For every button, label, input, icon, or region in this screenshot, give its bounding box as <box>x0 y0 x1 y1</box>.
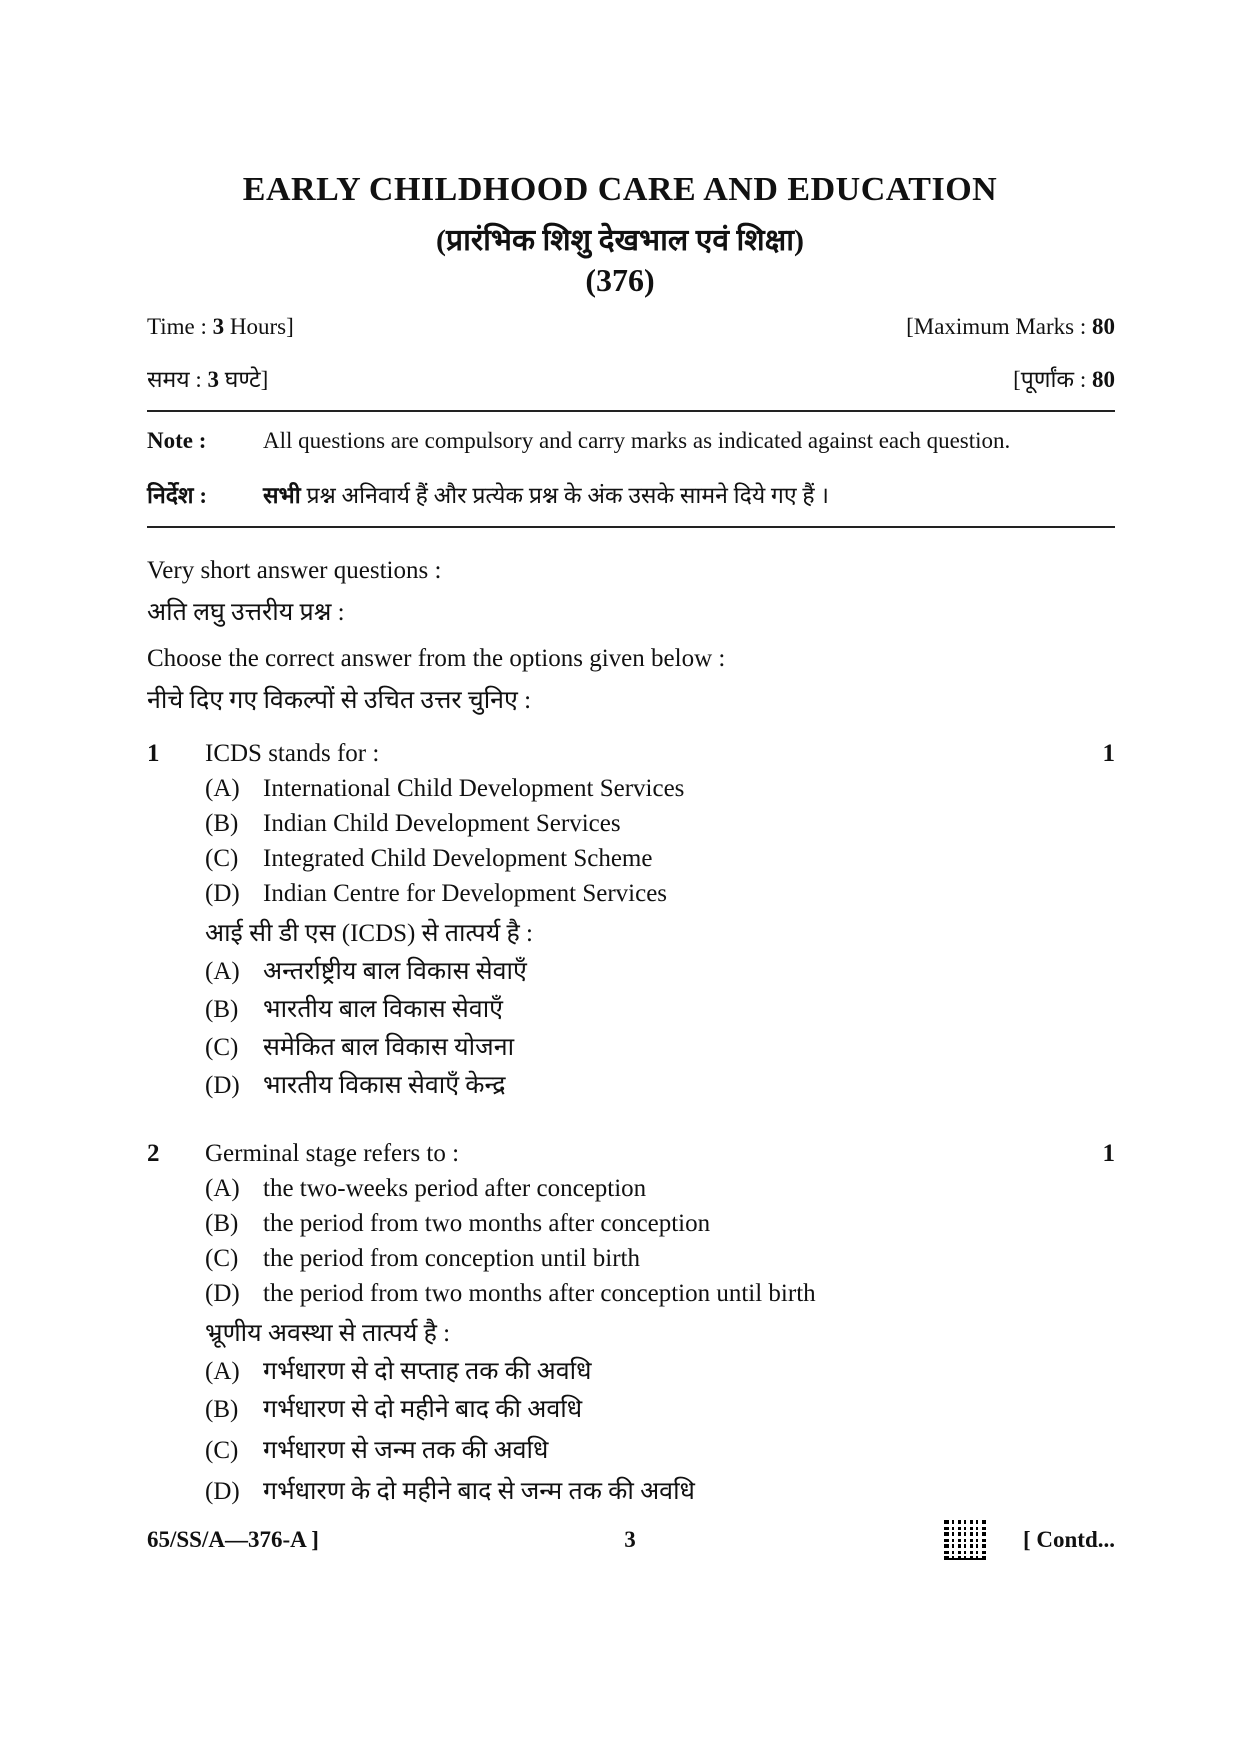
note-label-hi: निर्देश : <box>147 483 207 508</box>
option-en: (C) the period from conception until birth <box>205 1245 640 1272</box>
note-text-hi: सभी प्रश्न अनिवार्य हैं और प्रत्येक प्रश्न के अंक उसके सामने दिये गए हैं । <box>263 483 830 508</box>
question-text-hi: भ्रूणीय अवस्था से तात्पर्य है : <box>205 1320 451 1347</box>
paper-title: EARLY CHILDHOOD CARE AND EDUCATION <box>242 171 998 208</box>
time-hi: समय : 3 घण्टे] <box>147 367 269 392</box>
note-text-en: All questions are compulsory and carry marks as indicated against each question. <box>263 428 1011 453</box>
footer-paper-code: 65/SS/A—376-A ] <box>147 1527 319 1552</box>
question-marks: 1 <box>1102 1140 1115 1167</box>
option-en: (B) Indian Child Development Services <box>205 810 621 837</box>
max-marks-en: [Maximum Marks : 80 <box>906 314 1115 339</box>
option-hi: (B) भारतीय बाल विकास सेवाएँ <box>205 996 504 1023</box>
note-label-en: Note : <box>147 428 207 453</box>
bottom-divider <box>147 526 1115 528</box>
option-hi: (B) गर्भधारण से दो महीने बाद की अवधि <box>205 1396 583 1423</box>
instruction-en: Choose the correct answer from the options given below : <box>147 645 726 672</box>
option-hi: (A) अन्तर्राष्ट्रीय बाल विकास सेवाएँ <box>205 958 527 985</box>
question-number: 2 <box>147 1140 160 1167</box>
time-en: Time : 3 Hours] <box>147 314 294 339</box>
option-en: (A) the two-weeks period after conception <box>205 1175 647 1202</box>
continued-label: [ Contd... <box>1022 1527 1115 1552</box>
qr-code-icon <box>944 1518 986 1560</box>
paper-subtitle-hindi: (प्रारंभिक शिशु देखभाल एवं शिक्षा) <box>436 224 804 257</box>
option-en: (A) International Child Development Services <box>205 775 685 802</box>
option-hi: (D) गर्भधारण के दो महीने बाद से जन्म तक की अवधि <box>205 1478 695 1505</box>
max-marks-hi: [पूर्णांक : 80 <box>1013 367 1115 392</box>
option-en: (B) the period from two months after conception <box>205 1210 711 1237</box>
option-hi: (D) भारतीय विकास सेवाएँ केन्द्र <box>205 1072 506 1099</box>
option-en: (D) the period from two months after conception until birth <box>205 1280 816 1307</box>
question-text-en: ICDS stands for : <box>205 740 380 767</box>
top-divider <box>147 410 1115 412</box>
section-heading-hi: अति लघु उत्तरीय प्रश्न : <box>147 599 345 626</box>
paper-code: (376) <box>585 262 655 298</box>
question-number: 1 <box>147 740 160 767</box>
instruction-hi: नीचे दिए गए विकल्पों से उचित उत्तर चुनिए : <box>147 687 532 714</box>
option-hi: (A) गर्भधारण से दो सप्ताह तक की अवधि <box>205 1358 592 1385</box>
option-en: (C) Integrated Child Development Scheme <box>205 845 653 872</box>
question-marks: 1 <box>1102 740 1115 767</box>
question-text-en: Germinal stage refers to : <box>205 1140 460 1167</box>
option-hi: (C) गर्भधारण से जन्म तक की अवधि <box>205 1437 549 1464</box>
page-number: 3 <box>624 1527 636 1552</box>
option-en: (D) Indian Centre for Development Services <box>205 880 668 907</box>
question-text-hi: आई सी डी एस (ICDS) से तात्पर्य है : <box>205 920 533 947</box>
option-hi: (C) समेकित बाल विकास योजना <box>205 1034 515 1061</box>
section-heading-en: Very short answer questions : <box>147 557 442 584</box>
